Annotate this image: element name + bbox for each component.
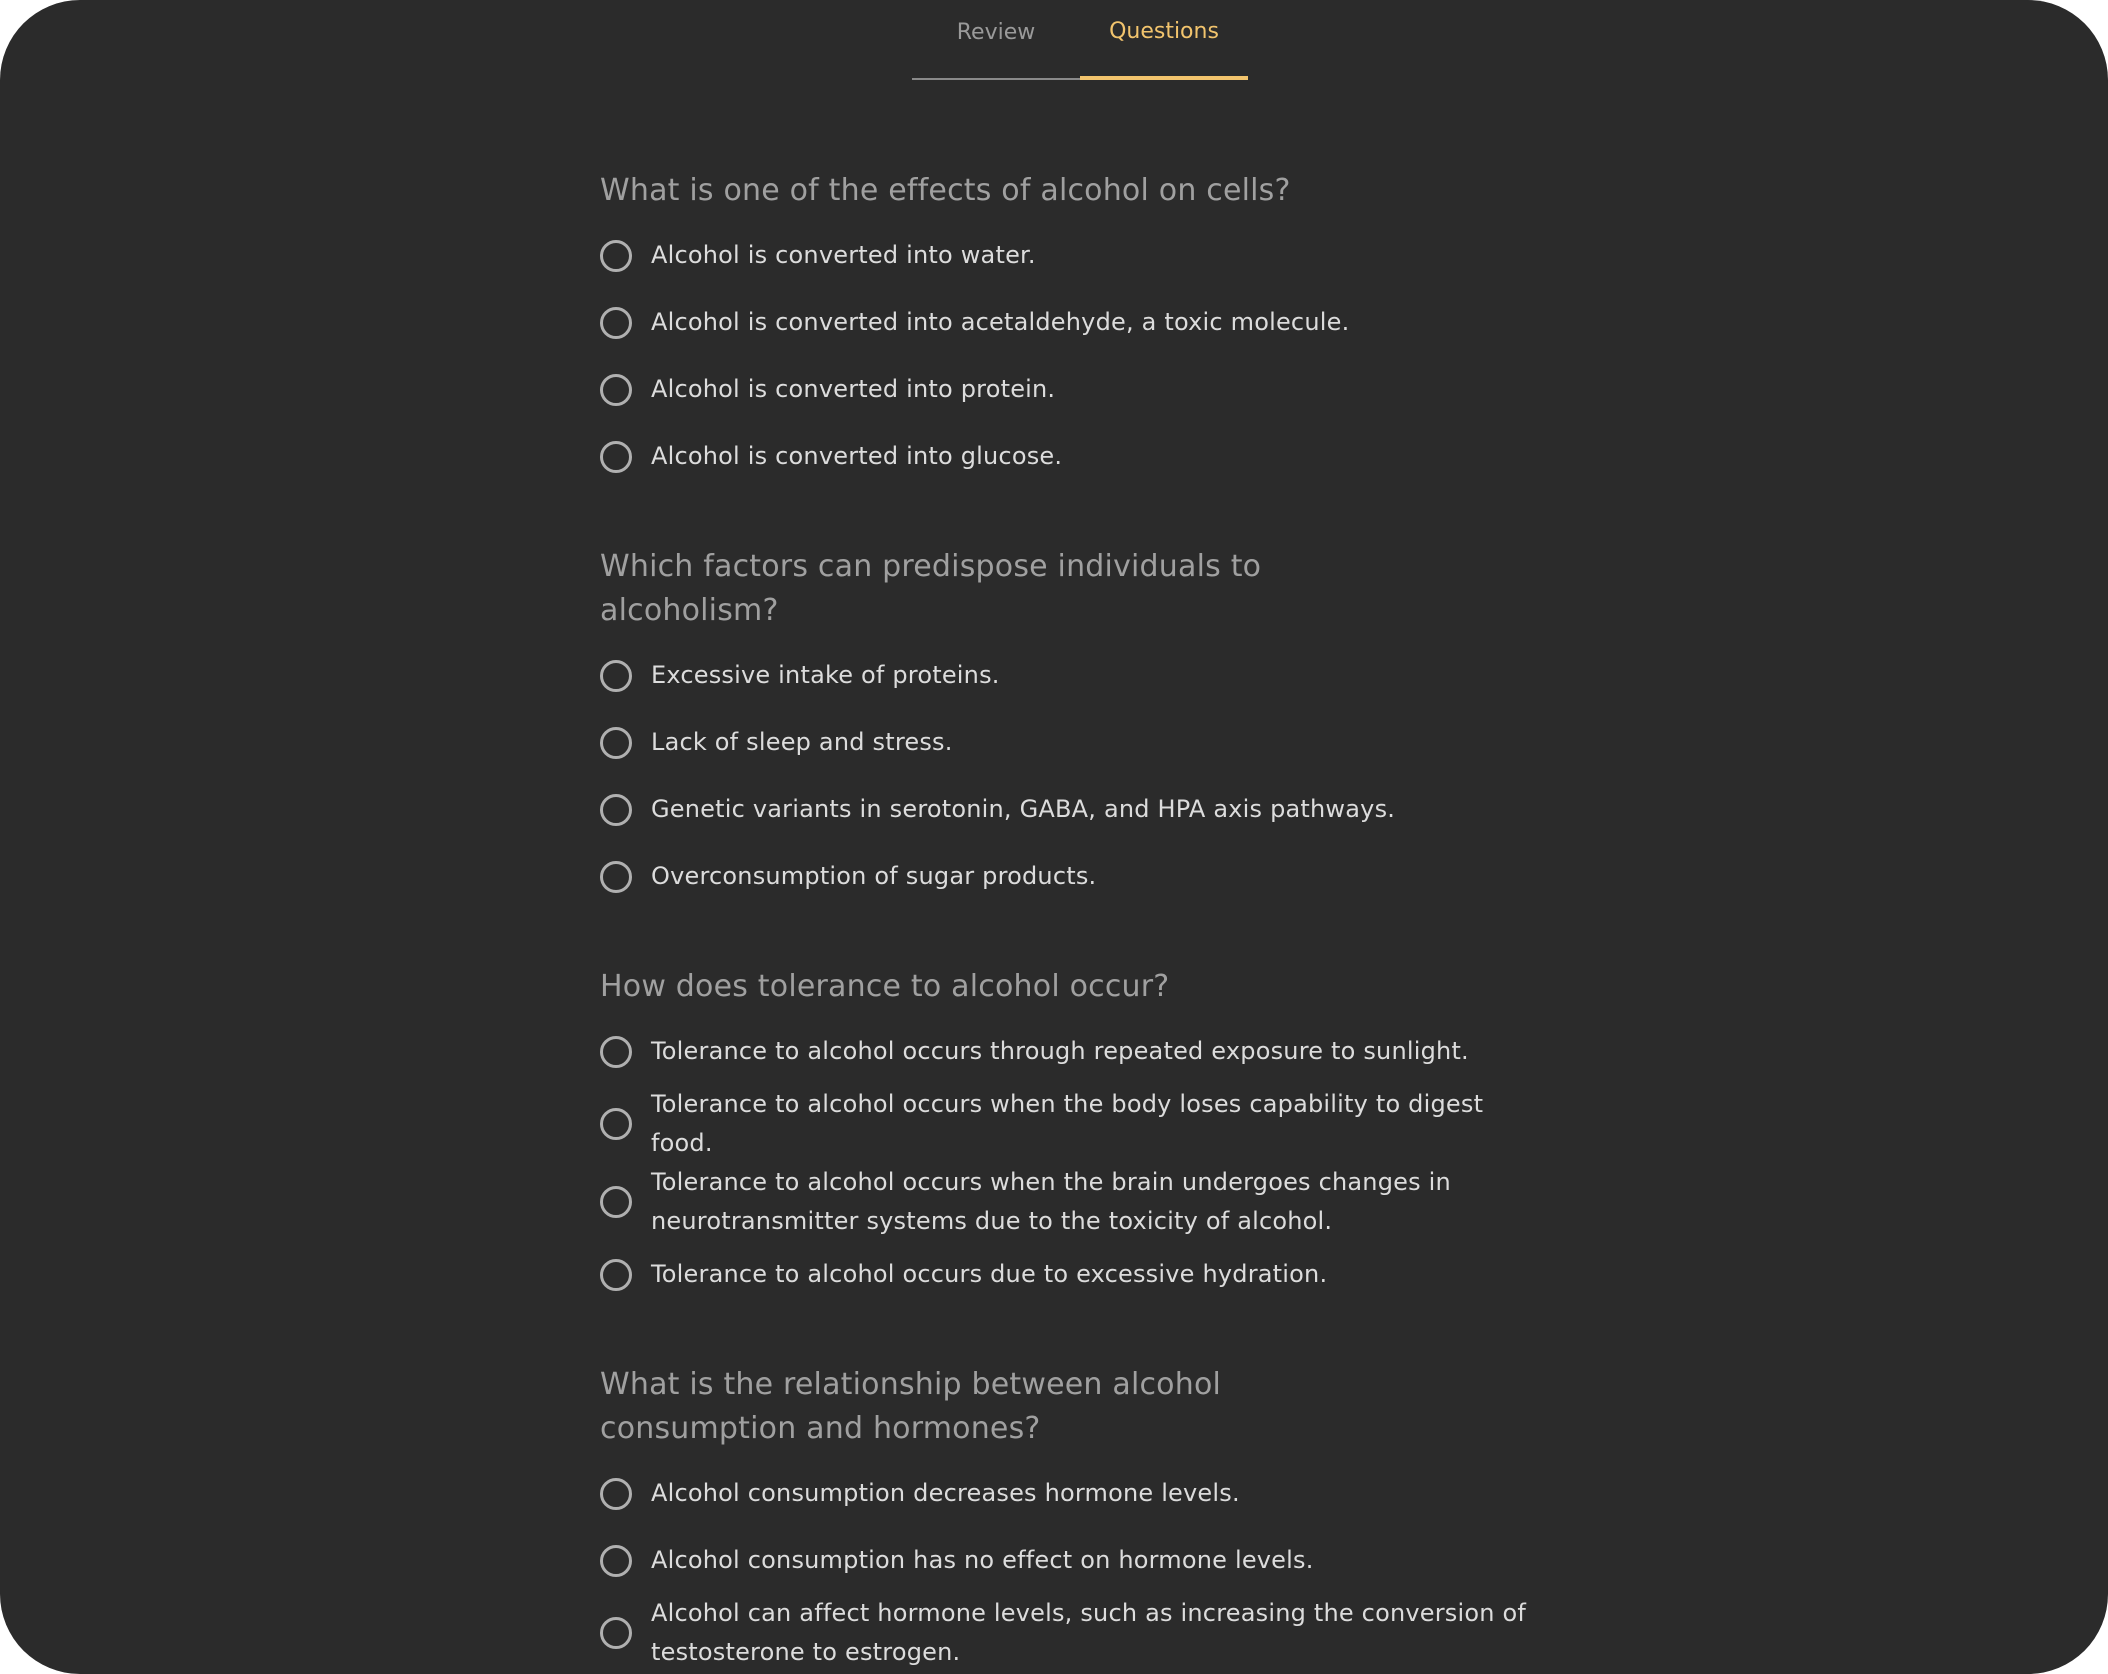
answer-option[interactable] bbox=[600, 1085, 1540, 1163]
questions-list bbox=[600, 169, 1540, 1674]
answer-option-label: Alcohol is converted into water. bbox=[651, 241, 1036, 269]
answer-option-label: Tolerance to alcohol occurs due to excessive hydration. bbox=[651, 1260, 1328, 1288]
answer-option-label: Tolerance to alcohol occurs through repeated exposure to sunlight. bbox=[651, 1037, 1469, 1065]
answer-option-label: Alcohol is converted into acetaldehyde, a toxic molecule. bbox=[651, 308, 1350, 336]
answer-option[interactable] bbox=[600, 843, 1540, 910]
answer-option-label: Genetic variants in serotonin, GABA, and HPA axis pathways. bbox=[651, 795, 1396, 823]
radio-button-icon[interactable] bbox=[600, 1478, 632, 1510]
answer-option[interactable] bbox=[600, 356, 1540, 423]
answer-option[interactable] bbox=[600, 1163, 1540, 1241]
answer-option-label: Alcohol consumption decreases hormone levels. bbox=[651, 1479, 1240, 1507]
radio-button-icon[interactable] bbox=[600, 374, 632, 406]
answer-option[interactable] bbox=[600, 709, 1540, 776]
question-block bbox=[600, 545, 1540, 910]
answer-option-label: Excessive intake of proteins. bbox=[651, 661, 1000, 689]
radio-button-icon[interactable] bbox=[600, 1186, 632, 1218]
tab-review[interactable]: Review bbox=[912, 0, 1080, 80]
question-block bbox=[600, 965, 1540, 1308]
answer-option-label: Tolerance to alcohol occurs when the brain undergoes changes in neurotransmitter systems due to the toxicity of alcohol. bbox=[651, 1168, 1451, 1235]
radio-button-icon[interactable] bbox=[600, 660, 632, 692]
radio-button-icon[interactable] bbox=[600, 1036, 632, 1068]
answer-option-label: Alcohol is converted into glucose. bbox=[651, 442, 1063, 470]
radio-button-icon[interactable] bbox=[600, 794, 632, 826]
answer-option-label: Overconsumption of sugar products. bbox=[651, 862, 1097, 890]
question-text: What is the relationship between alcohol consumption and hormones? bbox=[600, 1367, 1222, 1446]
radio-button-icon[interactable] bbox=[600, 861, 632, 893]
answer-option[interactable] bbox=[600, 222, 1540, 289]
radio-button-icon[interactable] bbox=[600, 1108, 632, 1140]
answer-option-label: Tolerance to alcohol occurs when the body loses capability to digest food. bbox=[651, 1090, 1484, 1157]
answer-option-label: Alcohol can affect hormone levels, such as increasing the conversion of testosterone to estrogen. bbox=[651, 1599, 1527, 1666]
radio-button-icon[interactable] bbox=[600, 727, 632, 759]
question-text: What is one of the effects of alcohol on cells? bbox=[600, 173, 1291, 208]
radio-button-icon[interactable] bbox=[600, 307, 632, 339]
answer-option[interactable] bbox=[600, 776, 1540, 843]
answer-option[interactable] bbox=[600, 1241, 1540, 1308]
radio-button-icon[interactable] bbox=[600, 441, 632, 473]
question-block bbox=[600, 1363, 1540, 1672]
answer-option-label: Lack of sleep and stress. bbox=[651, 728, 953, 756]
answer-option[interactable] bbox=[600, 1527, 1540, 1594]
answer-option-label: Alcohol consumption has no effect on hormone levels. bbox=[651, 1546, 1314, 1574]
answer-option[interactable] bbox=[600, 1018, 1540, 1085]
tab-bar bbox=[912, 0, 1248, 82]
question-text: Which factors can predispose individuals to alcoholism? bbox=[600, 549, 1262, 628]
answer-option[interactable] bbox=[600, 1594, 1540, 1672]
tab-questions[interactable]: Questions bbox=[1080, 0, 1248, 80]
radio-button-icon[interactable] bbox=[600, 1617, 632, 1649]
answer-option[interactable] bbox=[600, 1460, 1540, 1527]
answer-option-label: Alcohol is converted into protein. bbox=[651, 375, 1056, 403]
radio-button-icon[interactable] bbox=[600, 1259, 632, 1291]
answer-option[interactable] bbox=[600, 289, 1540, 356]
answer-option[interactable] bbox=[600, 642, 1540, 709]
radio-button-icon[interactable] bbox=[600, 1545, 632, 1577]
radio-button-icon[interactable] bbox=[600, 240, 632, 272]
question-text: How does tolerance to alcohol occur? bbox=[600, 969, 1170, 1004]
question-block bbox=[600, 169, 1540, 490]
answer-option[interactable] bbox=[600, 423, 1540, 490]
